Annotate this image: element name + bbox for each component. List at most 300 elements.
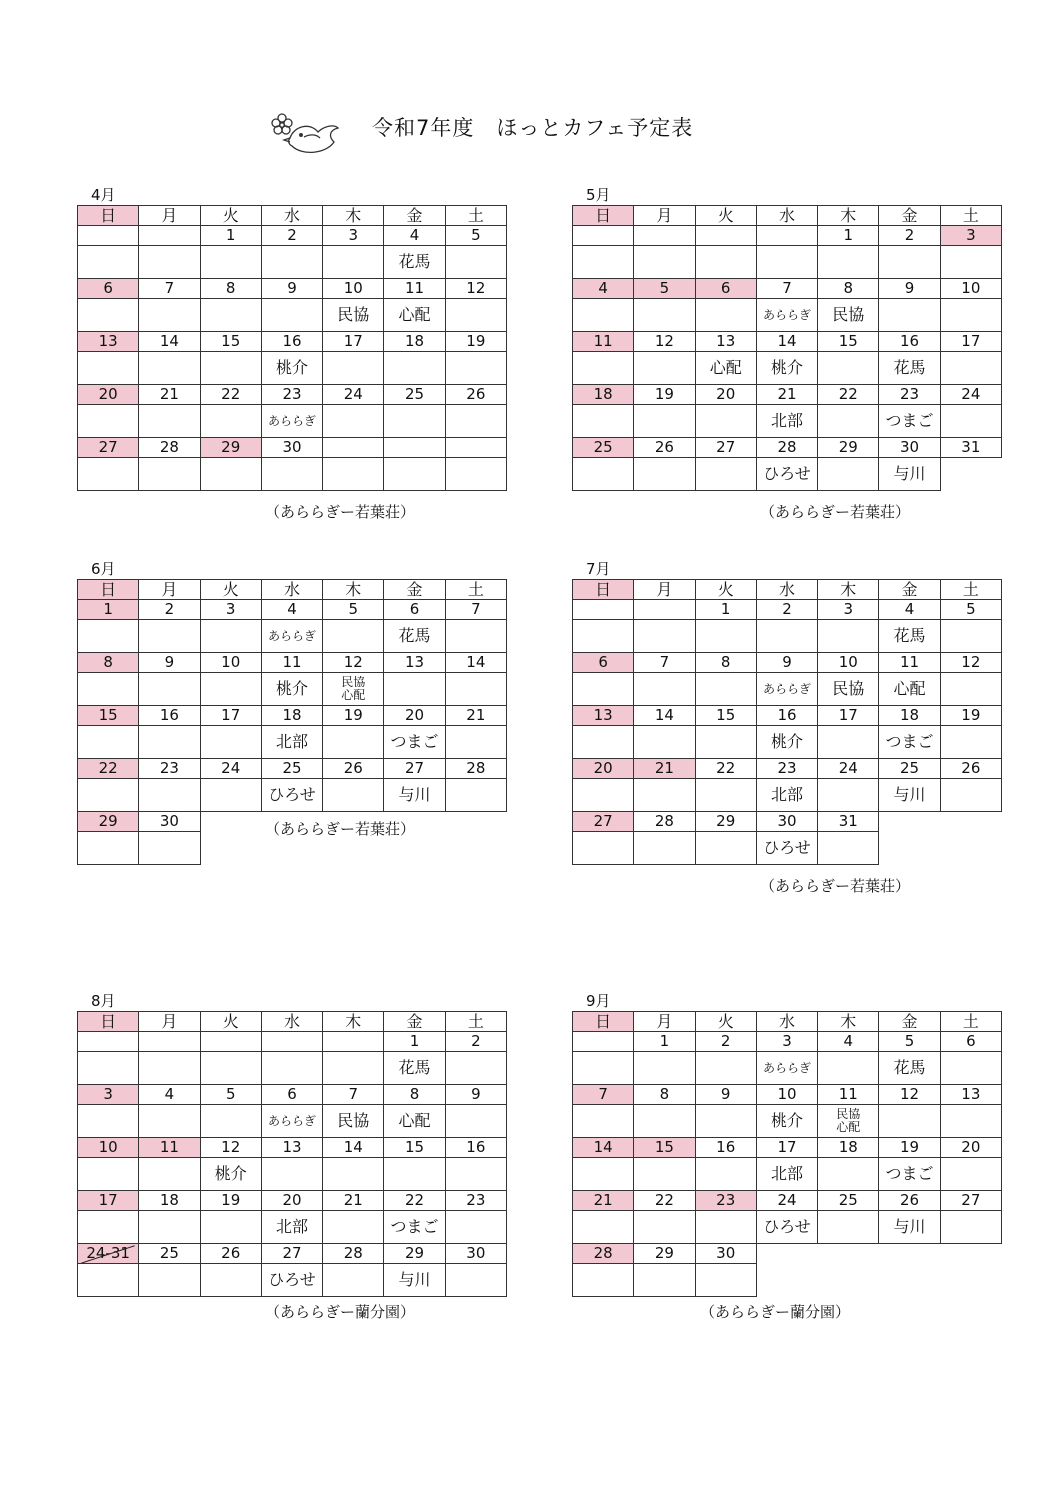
event-cell: 桃介 bbox=[756, 1105, 817, 1138]
event-row bbox=[78, 299, 507, 332]
event-cell bbox=[261, 246, 322, 279]
event-row bbox=[78, 1264, 507, 1297]
event-cell bbox=[139, 726, 200, 759]
date-cell: 5 bbox=[323, 600, 384, 620]
event-cell bbox=[445, 405, 506, 438]
date-cell: 29 bbox=[695, 812, 756, 832]
event-cell bbox=[818, 620, 879, 653]
event-cell bbox=[818, 779, 879, 812]
event-row bbox=[573, 352, 1002, 385]
date-cell bbox=[323, 1032, 384, 1052]
date-cell: 25 bbox=[261, 759, 322, 779]
date-row bbox=[78, 1138, 507, 1158]
event-cell bbox=[634, 458, 695, 491]
date-cell: 22 bbox=[818, 385, 879, 405]
weekday-cell: 金 bbox=[879, 1012, 940, 1032]
event-cell bbox=[200, 299, 261, 332]
event-cell bbox=[445, 620, 506, 653]
date-row bbox=[78, 332, 507, 352]
weekday-cell: 火 bbox=[200, 580, 261, 600]
date-cell bbox=[573, 1032, 634, 1052]
event-cell bbox=[78, 1211, 139, 1244]
weekday-cell: 金 bbox=[384, 1012, 445, 1032]
date-cell: 5 bbox=[940, 600, 1001, 620]
date-row bbox=[573, 1032, 1002, 1052]
venue-note: （あららぎー蘭分園） bbox=[700, 1303, 851, 1321]
date-cell: 27 bbox=[78, 438, 139, 458]
date-cell: 13 bbox=[940, 1085, 1001, 1105]
event-row bbox=[78, 1211, 507, 1244]
weekday-row bbox=[78, 1012, 507, 1032]
weekday-cell: 火 bbox=[695, 206, 756, 226]
event-cell bbox=[139, 1158, 200, 1191]
event-cell: 民協 bbox=[323, 1105, 384, 1138]
date-row bbox=[573, 812, 1002, 832]
event-cell bbox=[634, 352, 695, 385]
event-cell: 桃介 bbox=[200, 1158, 261, 1191]
event-cell bbox=[139, 1264, 200, 1297]
event-cell: 与川 bbox=[879, 1211, 940, 1244]
event-cell bbox=[323, 779, 384, 812]
date-cell: 26 bbox=[200, 1244, 261, 1264]
date-cell: 6 bbox=[261, 1085, 322, 1105]
date-cell: 8 bbox=[818, 279, 879, 299]
date-cell: 20 bbox=[384, 706, 445, 726]
event-cell bbox=[78, 405, 139, 438]
date-cell: 17 bbox=[818, 706, 879, 726]
venue-note: （あららぎー若葉荘） bbox=[265, 503, 416, 521]
event-cell bbox=[323, 1211, 384, 1244]
event-cell bbox=[78, 1158, 139, 1191]
event-row bbox=[573, 1211, 1002, 1244]
date-cell: 30 bbox=[261, 438, 322, 458]
event-cell: ひろせ bbox=[261, 1264, 322, 1297]
date-cell: 25 bbox=[139, 1244, 200, 1264]
event-cell: 心配 bbox=[384, 299, 445, 332]
event-cell bbox=[261, 299, 322, 332]
date-cell: 12 bbox=[634, 332, 695, 352]
weekday-cell: 水 bbox=[756, 580, 817, 600]
event-cell bbox=[139, 299, 200, 332]
date-row bbox=[78, 600, 507, 620]
event-cell: ひろせ bbox=[261, 779, 322, 812]
event-cell: つまご bbox=[879, 726, 940, 759]
event-cell bbox=[573, 1052, 634, 1085]
event-cell bbox=[940, 620, 1001, 653]
date-cell: 2 bbox=[756, 600, 817, 620]
event-cell bbox=[261, 1158, 322, 1191]
date-cell: 4 bbox=[139, 1085, 200, 1105]
event-cell bbox=[78, 299, 139, 332]
date-cell: 16 bbox=[879, 332, 940, 352]
event-cell bbox=[445, 1158, 506, 1191]
weekday-cell: 月 bbox=[634, 1012, 695, 1032]
event-cell: 花馬 bbox=[384, 620, 445, 653]
date-cell: 2 bbox=[445, 1032, 506, 1052]
event-cell bbox=[573, 458, 634, 491]
event-cell: 心配 bbox=[879, 673, 940, 706]
empty-cell bbox=[445, 832, 506, 865]
date-cell: 7 bbox=[573, 1085, 634, 1105]
event-cell bbox=[940, 1211, 1001, 1244]
date-cell: 8 bbox=[695, 653, 756, 673]
date-cell: 20 bbox=[261, 1191, 322, 1211]
event-row bbox=[573, 1052, 1002, 1085]
event-cell bbox=[445, 726, 506, 759]
event-cell: 与川 bbox=[384, 1264, 445, 1297]
event-cell bbox=[445, 299, 506, 332]
date-cell: 18 bbox=[879, 706, 940, 726]
event-cell bbox=[323, 458, 384, 491]
date-cell: 28 bbox=[756, 438, 817, 458]
event-cell bbox=[78, 832, 139, 865]
date-cell: 9 bbox=[756, 653, 817, 673]
date-row bbox=[573, 706, 1002, 726]
weekday-cell: 月 bbox=[139, 580, 200, 600]
weekday-cell: 日 bbox=[78, 580, 139, 600]
event-cell bbox=[940, 299, 1001, 332]
date-cell: 16 bbox=[139, 706, 200, 726]
event-cell bbox=[573, 405, 634, 438]
venue-note: （あららぎー若葉荘） bbox=[265, 820, 416, 838]
event-cell: 北部 bbox=[261, 726, 322, 759]
date-cell: 8 bbox=[384, 1085, 445, 1105]
weekday-row bbox=[78, 580, 507, 600]
event-cell: 花馬 bbox=[879, 620, 940, 653]
event-row bbox=[78, 1105, 507, 1138]
date-cell: 30 bbox=[756, 812, 817, 832]
month-september bbox=[572, 992, 1002, 1331]
event-cell bbox=[940, 726, 1001, 759]
event-cell bbox=[139, 832, 200, 865]
date-cell bbox=[139, 226, 200, 246]
empty-cell bbox=[818, 1264, 879, 1297]
event-cell bbox=[445, 673, 506, 706]
date-row bbox=[78, 1191, 507, 1211]
weekday-cell: 金 bbox=[384, 580, 445, 600]
event-cell bbox=[818, 726, 879, 759]
date-cell: 23 bbox=[139, 759, 200, 779]
event-cell bbox=[323, 726, 384, 759]
event-cell bbox=[695, 620, 756, 653]
event-cell bbox=[573, 832, 634, 865]
date-cell bbox=[634, 600, 695, 620]
date-cell: 6 bbox=[573, 653, 634, 673]
event-cell bbox=[756, 246, 817, 279]
event-row bbox=[573, 1158, 1002, 1191]
date-cell: 17 bbox=[940, 332, 1001, 352]
date-cell: 31 bbox=[940, 438, 1001, 458]
date-cell: 3 bbox=[200, 600, 261, 620]
date-row bbox=[573, 385, 1002, 405]
date-cell: 4 bbox=[879, 600, 940, 620]
date-cell: 12 bbox=[445, 279, 506, 299]
event-cell bbox=[695, 673, 756, 706]
event-cell bbox=[445, 1105, 506, 1138]
date-cell: 18 bbox=[573, 385, 634, 405]
date-cell: 9 bbox=[261, 279, 322, 299]
event-cell bbox=[573, 779, 634, 812]
event-row bbox=[78, 673, 507, 706]
calendar-table bbox=[77, 1011, 507, 1297]
date-cell: 3 bbox=[818, 600, 879, 620]
event-cell bbox=[634, 299, 695, 332]
date-cell: 28 bbox=[445, 759, 506, 779]
date-cell: 9 bbox=[879, 279, 940, 299]
event-cell bbox=[139, 405, 200, 438]
date-cell: 26 bbox=[879, 1191, 940, 1211]
weekday-cell: 土 bbox=[940, 1012, 1001, 1032]
event-cell bbox=[323, 405, 384, 438]
event-cell: 与川 bbox=[879, 458, 940, 491]
date-cell: 10 bbox=[200, 653, 261, 673]
weekday-cell: 木 bbox=[818, 580, 879, 600]
event-cell: あららぎ bbox=[261, 620, 322, 653]
weekday-cell: 月 bbox=[634, 580, 695, 600]
weekday-cell: 木 bbox=[818, 1012, 879, 1032]
date-cell: 28 bbox=[634, 812, 695, 832]
date-cell: 18 bbox=[261, 706, 322, 726]
date-cell: 2 bbox=[879, 226, 940, 246]
event-cell bbox=[78, 1052, 139, 1085]
event-row bbox=[78, 726, 507, 759]
date-cell: 16 bbox=[445, 1138, 506, 1158]
event-cell bbox=[573, 1211, 634, 1244]
date-cell: 15 bbox=[78, 706, 139, 726]
weekday-cell: 土 bbox=[445, 1012, 506, 1032]
event-cell: 心配 bbox=[384, 1105, 445, 1138]
date-cell: 1 bbox=[818, 226, 879, 246]
date-cell: 18 bbox=[139, 1191, 200, 1211]
event-cell bbox=[323, 673, 384, 706]
date-cell: 19 bbox=[445, 332, 506, 352]
event-label: 心配 bbox=[341, 688, 366, 702]
weekday-cell: 火 bbox=[695, 1012, 756, 1032]
event-cell bbox=[78, 458, 139, 491]
date-cell: 12 bbox=[200, 1138, 261, 1158]
weekday-row bbox=[573, 580, 1002, 600]
event-cell bbox=[323, 1052, 384, 1085]
date-cell: 10 bbox=[756, 1085, 817, 1105]
empty-cell bbox=[879, 832, 940, 865]
date-cell: 22 bbox=[634, 1191, 695, 1211]
date-cell: 11 bbox=[384, 279, 445, 299]
event-cell bbox=[940, 779, 1001, 812]
event-cell: 北部 bbox=[756, 779, 817, 812]
weekday-cell: 日 bbox=[78, 206, 139, 226]
date-cell: 13 bbox=[695, 332, 756, 352]
event-cell bbox=[695, 246, 756, 279]
date-cell bbox=[261, 1032, 322, 1052]
date-cell: 25 bbox=[879, 759, 940, 779]
weekday-cell: 月 bbox=[634, 206, 695, 226]
event-cell bbox=[695, 779, 756, 812]
event-cell bbox=[139, 673, 200, 706]
date-cell: 13 bbox=[384, 653, 445, 673]
date-cell: 15 bbox=[200, 332, 261, 352]
date-cell: 27 bbox=[573, 812, 634, 832]
date-row bbox=[78, 706, 507, 726]
date-cell: 30 bbox=[695, 1244, 756, 1264]
date-cell: 26 bbox=[634, 438, 695, 458]
empty-cell bbox=[940, 1264, 1001, 1297]
event-cell: 桃介 bbox=[756, 352, 817, 385]
date-cell: 29 bbox=[200, 438, 261, 458]
date-cell bbox=[323, 438, 384, 458]
date-cell: 14 bbox=[756, 332, 817, 352]
event-cell bbox=[695, 832, 756, 865]
date-cell: 27 bbox=[940, 1191, 1001, 1211]
event-cell bbox=[445, 458, 506, 491]
date-row bbox=[78, 1085, 507, 1105]
date-cell: 25 bbox=[818, 1191, 879, 1211]
weekday-cell: 水 bbox=[756, 1012, 817, 1032]
weekday-cell: 木 bbox=[818, 206, 879, 226]
event-cell: つまご bbox=[879, 1158, 940, 1191]
date-cell: 15 bbox=[818, 332, 879, 352]
event-cell: 花馬 bbox=[384, 246, 445, 279]
event-cell bbox=[200, 458, 261, 491]
event-cell bbox=[695, 1052, 756, 1085]
date-cell: 29 bbox=[78, 812, 139, 832]
event-cell bbox=[695, 1158, 756, 1191]
date-cell: 31 bbox=[818, 812, 879, 832]
date-cell: 14 bbox=[139, 332, 200, 352]
date-row bbox=[573, 1244, 1002, 1264]
event-cell bbox=[200, 405, 261, 438]
event-cell: 民協 bbox=[323, 299, 384, 332]
date-cell: 7 bbox=[756, 279, 817, 299]
event-cell bbox=[573, 299, 634, 332]
date-cell: 2 bbox=[695, 1032, 756, 1052]
event-cell: 桃介 bbox=[261, 673, 322, 706]
event-cell bbox=[818, 1211, 879, 1244]
date-cell: 13 bbox=[78, 332, 139, 352]
date-cell: 14 bbox=[634, 706, 695, 726]
date-cell: 7 bbox=[634, 653, 695, 673]
event-label: 心配 bbox=[836, 1120, 861, 1134]
date-cell: 24 bbox=[323, 385, 384, 405]
event-cell bbox=[695, 405, 756, 438]
event-cell bbox=[78, 1105, 139, 1138]
date-cell: 11 bbox=[879, 653, 940, 673]
date-cell: 1 bbox=[78, 600, 139, 620]
date-cell: 26 bbox=[445, 385, 506, 405]
date-cell bbox=[200, 1032, 261, 1052]
date-cell: 5 bbox=[879, 1032, 940, 1052]
date-cell: 14 bbox=[323, 1138, 384, 1158]
date-cell: 13 bbox=[261, 1138, 322, 1158]
date-cell bbox=[634, 226, 695, 246]
date-cell: 20 bbox=[940, 1138, 1001, 1158]
event-cell bbox=[445, 1052, 506, 1085]
date-cell: 3 bbox=[323, 226, 384, 246]
date-cell: 6 bbox=[695, 279, 756, 299]
event-cell bbox=[879, 246, 940, 279]
date-row bbox=[78, 1032, 507, 1052]
date-cell: 8 bbox=[200, 279, 261, 299]
date-cell: 19 bbox=[634, 385, 695, 405]
event-cell bbox=[78, 1264, 139, 1297]
event-cell bbox=[445, 1264, 506, 1297]
date-row bbox=[78, 226, 507, 246]
date-cell: 19 bbox=[200, 1191, 261, 1211]
date-cell: 5 bbox=[445, 226, 506, 246]
weekday-cell: 日 bbox=[573, 580, 634, 600]
date-cell: 13 bbox=[573, 706, 634, 726]
date-cell: 21 bbox=[756, 385, 817, 405]
month-april bbox=[77, 186, 507, 525]
event-row bbox=[573, 620, 1002, 653]
event-cell bbox=[695, 299, 756, 332]
event-cell bbox=[634, 832, 695, 865]
date-cell: 7 bbox=[323, 1085, 384, 1105]
event-cell bbox=[818, 1052, 879, 1085]
date-cell: 1 bbox=[384, 1032, 445, 1052]
event-cell bbox=[818, 352, 879, 385]
date-cell: 7 bbox=[139, 279, 200, 299]
date-row bbox=[573, 226, 1002, 246]
date-cell: 8 bbox=[78, 653, 139, 673]
date-cell: 22 bbox=[200, 385, 261, 405]
event-cell bbox=[695, 1105, 756, 1138]
date-cell: 20 bbox=[573, 759, 634, 779]
event-row bbox=[573, 832, 1002, 865]
date-cell: 19 bbox=[323, 706, 384, 726]
event-cell bbox=[139, 620, 200, 653]
event-cell bbox=[139, 1105, 200, 1138]
date-cell: 5 bbox=[634, 279, 695, 299]
weekday-cell: 水 bbox=[756, 206, 817, 226]
date-cell: 24 bbox=[940, 385, 1001, 405]
event-cell bbox=[634, 620, 695, 653]
event-cell bbox=[78, 779, 139, 812]
date-cell: 3 bbox=[756, 1032, 817, 1052]
event-cell bbox=[139, 1052, 200, 1085]
date-cell: 11 bbox=[573, 332, 634, 352]
event-row bbox=[78, 1158, 507, 1191]
event-cell bbox=[940, 1052, 1001, 1085]
empty-cell bbox=[200, 832, 261, 865]
date-cell: 6 bbox=[940, 1032, 1001, 1052]
event-row bbox=[78, 620, 507, 653]
weekday-cell: 月 bbox=[139, 1012, 200, 1032]
event-cell: ひろせ bbox=[756, 1211, 817, 1244]
empty-cell bbox=[445, 812, 506, 832]
date-cell: 21 bbox=[139, 385, 200, 405]
date-cell: 15 bbox=[634, 1138, 695, 1158]
event-cell bbox=[756, 620, 817, 653]
date-cell bbox=[573, 226, 634, 246]
event-row bbox=[573, 1105, 1002, 1138]
date-cell: 17 bbox=[756, 1138, 817, 1158]
weekday-cell: 土 bbox=[940, 580, 1001, 600]
event-cell bbox=[323, 352, 384, 385]
event-cell bbox=[139, 246, 200, 279]
event-cell bbox=[695, 1264, 756, 1297]
event-cell bbox=[818, 1158, 879, 1191]
weekday-cell: 土 bbox=[445, 206, 506, 226]
event-cell bbox=[445, 246, 506, 279]
date-row bbox=[78, 759, 507, 779]
date-row bbox=[573, 600, 1002, 620]
weekday-cell: 月 bbox=[139, 206, 200, 226]
weekday-cell: 水 bbox=[261, 1012, 322, 1032]
event-cell bbox=[78, 246, 139, 279]
month-label: 4月 bbox=[91, 186, 116, 204]
weekday-cell: 水 bbox=[261, 206, 322, 226]
date-cell: 26 bbox=[323, 759, 384, 779]
